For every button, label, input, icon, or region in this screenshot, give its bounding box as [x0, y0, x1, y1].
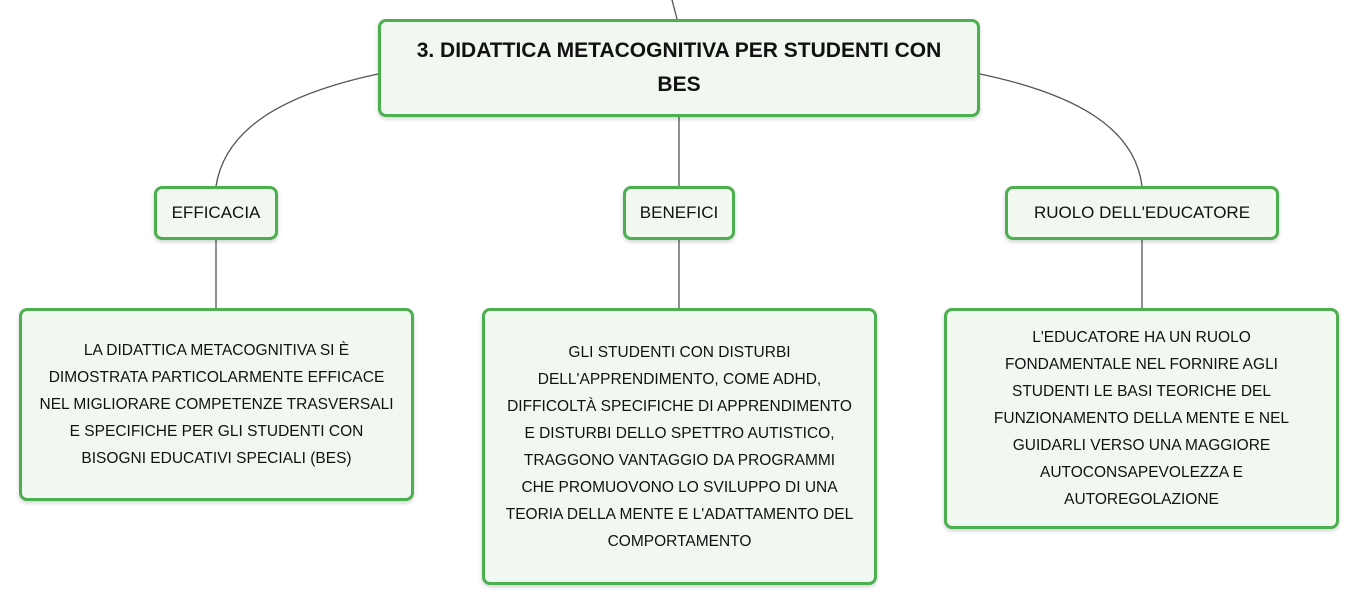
detail-text-efficacia: LA DIDATTICA METACOGNITIVA SI È DIMOSTRATA PARTICOLARMENTE EFFICACE NEL MIGLIORARE COMPETENZE TRASVERSALI E SPECIFICHE PER GLI STUDENTI CON BISOGNI EDUCATIVI SPECIALI (BES)	[39, 342, 394, 467]
branch-label-benefici: BENEFICI	[639, 203, 719, 222]
connector-root-to-efficacia	[216, 74, 378, 186]
branch-node-ruolo-educatore[interactable]	[1005, 186, 1279, 240]
root-topic-title: 3. DIDATTICA METACOGNITIVA PER STUDENTI CON BES	[416, 39, 942, 96]
detail-text-benefici: GLI STUDENTI CON DISTURBI DELL'APPRENDIMENTO, COME ADHD, DIFFICOLTÀ SPECIFICHE DI APPRENDIMENTO E DISTURBI DELLO SPETTRO AUTISTICO, TRAGGONO VANTAGGIO DA PROGRAMMI CHE PROMUOVONO LO SVILUPPO DI UNA TEORIA DELLA MENTE E L'ADATTAMENTO DEL COMPORTAMENTO	[505, 343, 854, 550]
detail-node-benefici[interactable]	[482, 308, 877, 585]
branch-node-benefici[interactable]	[623, 186, 735, 240]
branch-node-efficacia[interactable]	[154, 186, 278, 240]
connector-parent-to-root	[672, 0, 677, 19]
detail-text-ruolo-educatore: L'EDUCATORE HA UN RUOLO FONDAMENTALE NEL FORNIRE AGLI STUDENTI LE BASI TEORICHE DEL FUNZIONAMENTO DELLA MENTE E NEL GUIDARLI VERSO UNA MAGGIORE AUTOCONSAPEVOLEZZA E AUTOREGOLAZIONE	[993, 329, 1290, 508]
branch-label-efficacia: EFFICACIA	[171, 203, 261, 222]
connector-root-to-ruolo	[980, 74, 1142, 186]
root-topic-node[interactable]	[378, 19, 980, 117]
detail-node-ruolo-educatore[interactable]	[944, 308, 1339, 529]
detail-node-efficacia[interactable]	[19, 308, 414, 501]
branch-label-ruolo-educatore: RUOLO DELL'EDUCATORE	[1033, 203, 1251, 222]
